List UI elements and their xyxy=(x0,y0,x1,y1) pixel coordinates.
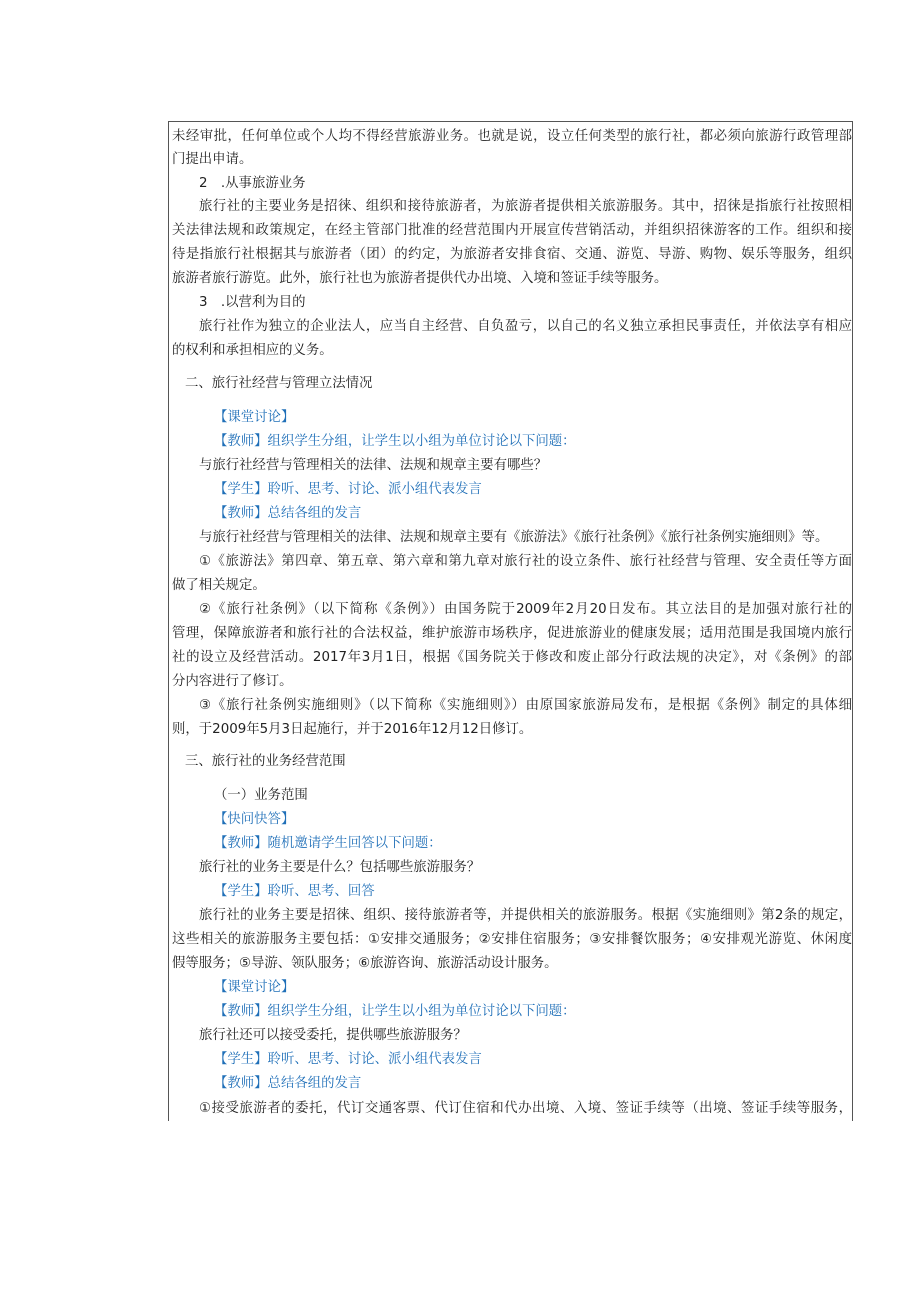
student-response: 【学生】聆听、思考、讨论、派小组代表发言 xyxy=(214,1052,482,1067)
paragraph-line: 社的设立及经营活动。2017年3月1日，根据《国务院关于修改和废止部分行政法规的决定》，对《条例》的部 xyxy=(172,650,852,665)
paragraph-line: 分内容进行了修订。 xyxy=(172,674,293,689)
student-response: 【学生】聆听、思考、讨论、派小组代表发言 xyxy=(214,482,482,497)
teacher-summary: 【教师】总结各组的发言 xyxy=(214,506,362,521)
paragraph-line: 管理，保障旅游者和旅行社的合法权益，维护旅游市场秩序，促进旅游业的健康发展；适用范围是我国境内旅行 xyxy=(172,626,852,641)
question-text: 与旅行社经营与管理相关的法律、法规和规章主要有哪些？ xyxy=(199,458,548,473)
question-text: 旅行社还可以接受委托，提供哪些旅游服务？ xyxy=(199,1028,467,1043)
teacher-instruction: 【教师】组织学生分组，让学生以小组为单位讨论以下问题： xyxy=(214,434,576,449)
paragraph-line: ①接受旅游者的委托，代订交通客票、代订住宿和代办出境、入境、签证手续等（出境、签证手续等服务， xyxy=(199,1101,852,1116)
paragraph-line: 关法律法规和政策规定，在经主管部门批准的经营范围内开展宣传营销活动，并组织招徕游客的工作。组织和接 xyxy=(172,223,852,238)
student-response: 【学生】聆听、思考、回答 xyxy=(214,884,375,899)
paragraph-line: 门提出申请。 xyxy=(172,152,253,167)
paragraph-line: 则，于2009年5月3日起施行，并于2016年12月12日修订。 xyxy=(172,722,533,737)
paragraph-line: 旅行社的主要业务是招徕、组织和接待旅游者，为旅游者提供相关旅游服务。其中，招徕是指旅行社按照相 xyxy=(199,199,852,214)
list-heading: 2 .从事旅游业务 xyxy=(199,176,306,191)
subsection-heading: （一）业务范围 xyxy=(214,788,308,803)
list-heading: 3 .以营利为目的 xyxy=(199,295,306,310)
paragraph-line: ③《旅行社条例实施细则》（以下简称《实施细则》）由原国家旅游局发布，是根据《条例》制定的具体细 xyxy=(199,698,852,713)
section-heading: 二、旅行社经营与管理立法情况 xyxy=(185,376,373,391)
teacher-instruction: 【教师】随机邀请学生回答以下问题： xyxy=(214,836,442,851)
paragraph-line: 做了相关规定。 xyxy=(172,578,266,593)
paragraph-line: 旅行社作为独立的企业法人，应当自主经营、自负盈亏，以自己的名义独立承担民事责任，并依法享有相应 xyxy=(199,319,852,334)
teacher-instruction: 【教师】组织学生分组，让学生以小组为单位讨论以下问题： xyxy=(214,1004,576,1019)
paragraph-line: 与旅行社经营与管理相关的法律、法规和规章主要有《旅游法》《旅行社条例》《旅行社条例实施细则》等。 xyxy=(199,530,829,545)
paragraph-line: 这些相关的旅游服务主要包括：①安排交通服务；②安排住宿服务；③安排餐饮服务；④安排观光游览、休闲度 xyxy=(172,932,852,947)
section-heading: 三、旅行社的业务经营范围 xyxy=(185,754,346,769)
paragraph-line: 旅游者旅行游览。此外，旅行社也为旅游者提供代办出境、入境和签证手续等服务。 xyxy=(172,271,668,286)
paragraph-line: ②《旅行社条例》（以下简称《条例》）由国务院于2009年2月20日发布。其立法目的是加强对旅行社的 xyxy=(199,602,852,617)
teacher-summary: 【教师】总结各组的发言 xyxy=(214,1076,362,1091)
paragraph-line: 假等服务；⑤导游、领队服务；⑥旅游咨询、旅游活动设计服务。 xyxy=(172,956,558,971)
question-text: 旅行社的业务主要是什么？包括哪些旅游服务？ xyxy=(199,860,481,875)
paragraph-line: ①《旅游法》第四章、第五章、第六章和第九章对旅行社的设立条件、旅行社经营与管理、安全责任等方面 xyxy=(199,554,852,569)
paragraph-line: 未经审批，任何单位或个人均不得经营旅游业务。也就是说，设立任何类型的旅行社，都必须向旅游行政管理部 xyxy=(172,129,852,144)
activity-label: 【快问快答】 xyxy=(214,812,295,827)
paragraph-line: 待是指旅行社根据其与旅游者（团）的约定，为旅游者安排食宿、交通、游览、导游、购物、娱乐等服务，组织 xyxy=(172,247,852,262)
activity-label: 【课堂讨论】 xyxy=(214,410,295,425)
paragraph-line: 旅行社的业务主要是招徕、组织、接待旅游者等，并提供相关的旅游服务。根据《实施细则》第2条的规定， xyxy=(199,908,852,923)
activity-label: 【课堂讨论】 xyxy=(214,980,295,995)
paragraph-line: 的权利和承担相应的义务。 xyxy=(172,343,333,358)
